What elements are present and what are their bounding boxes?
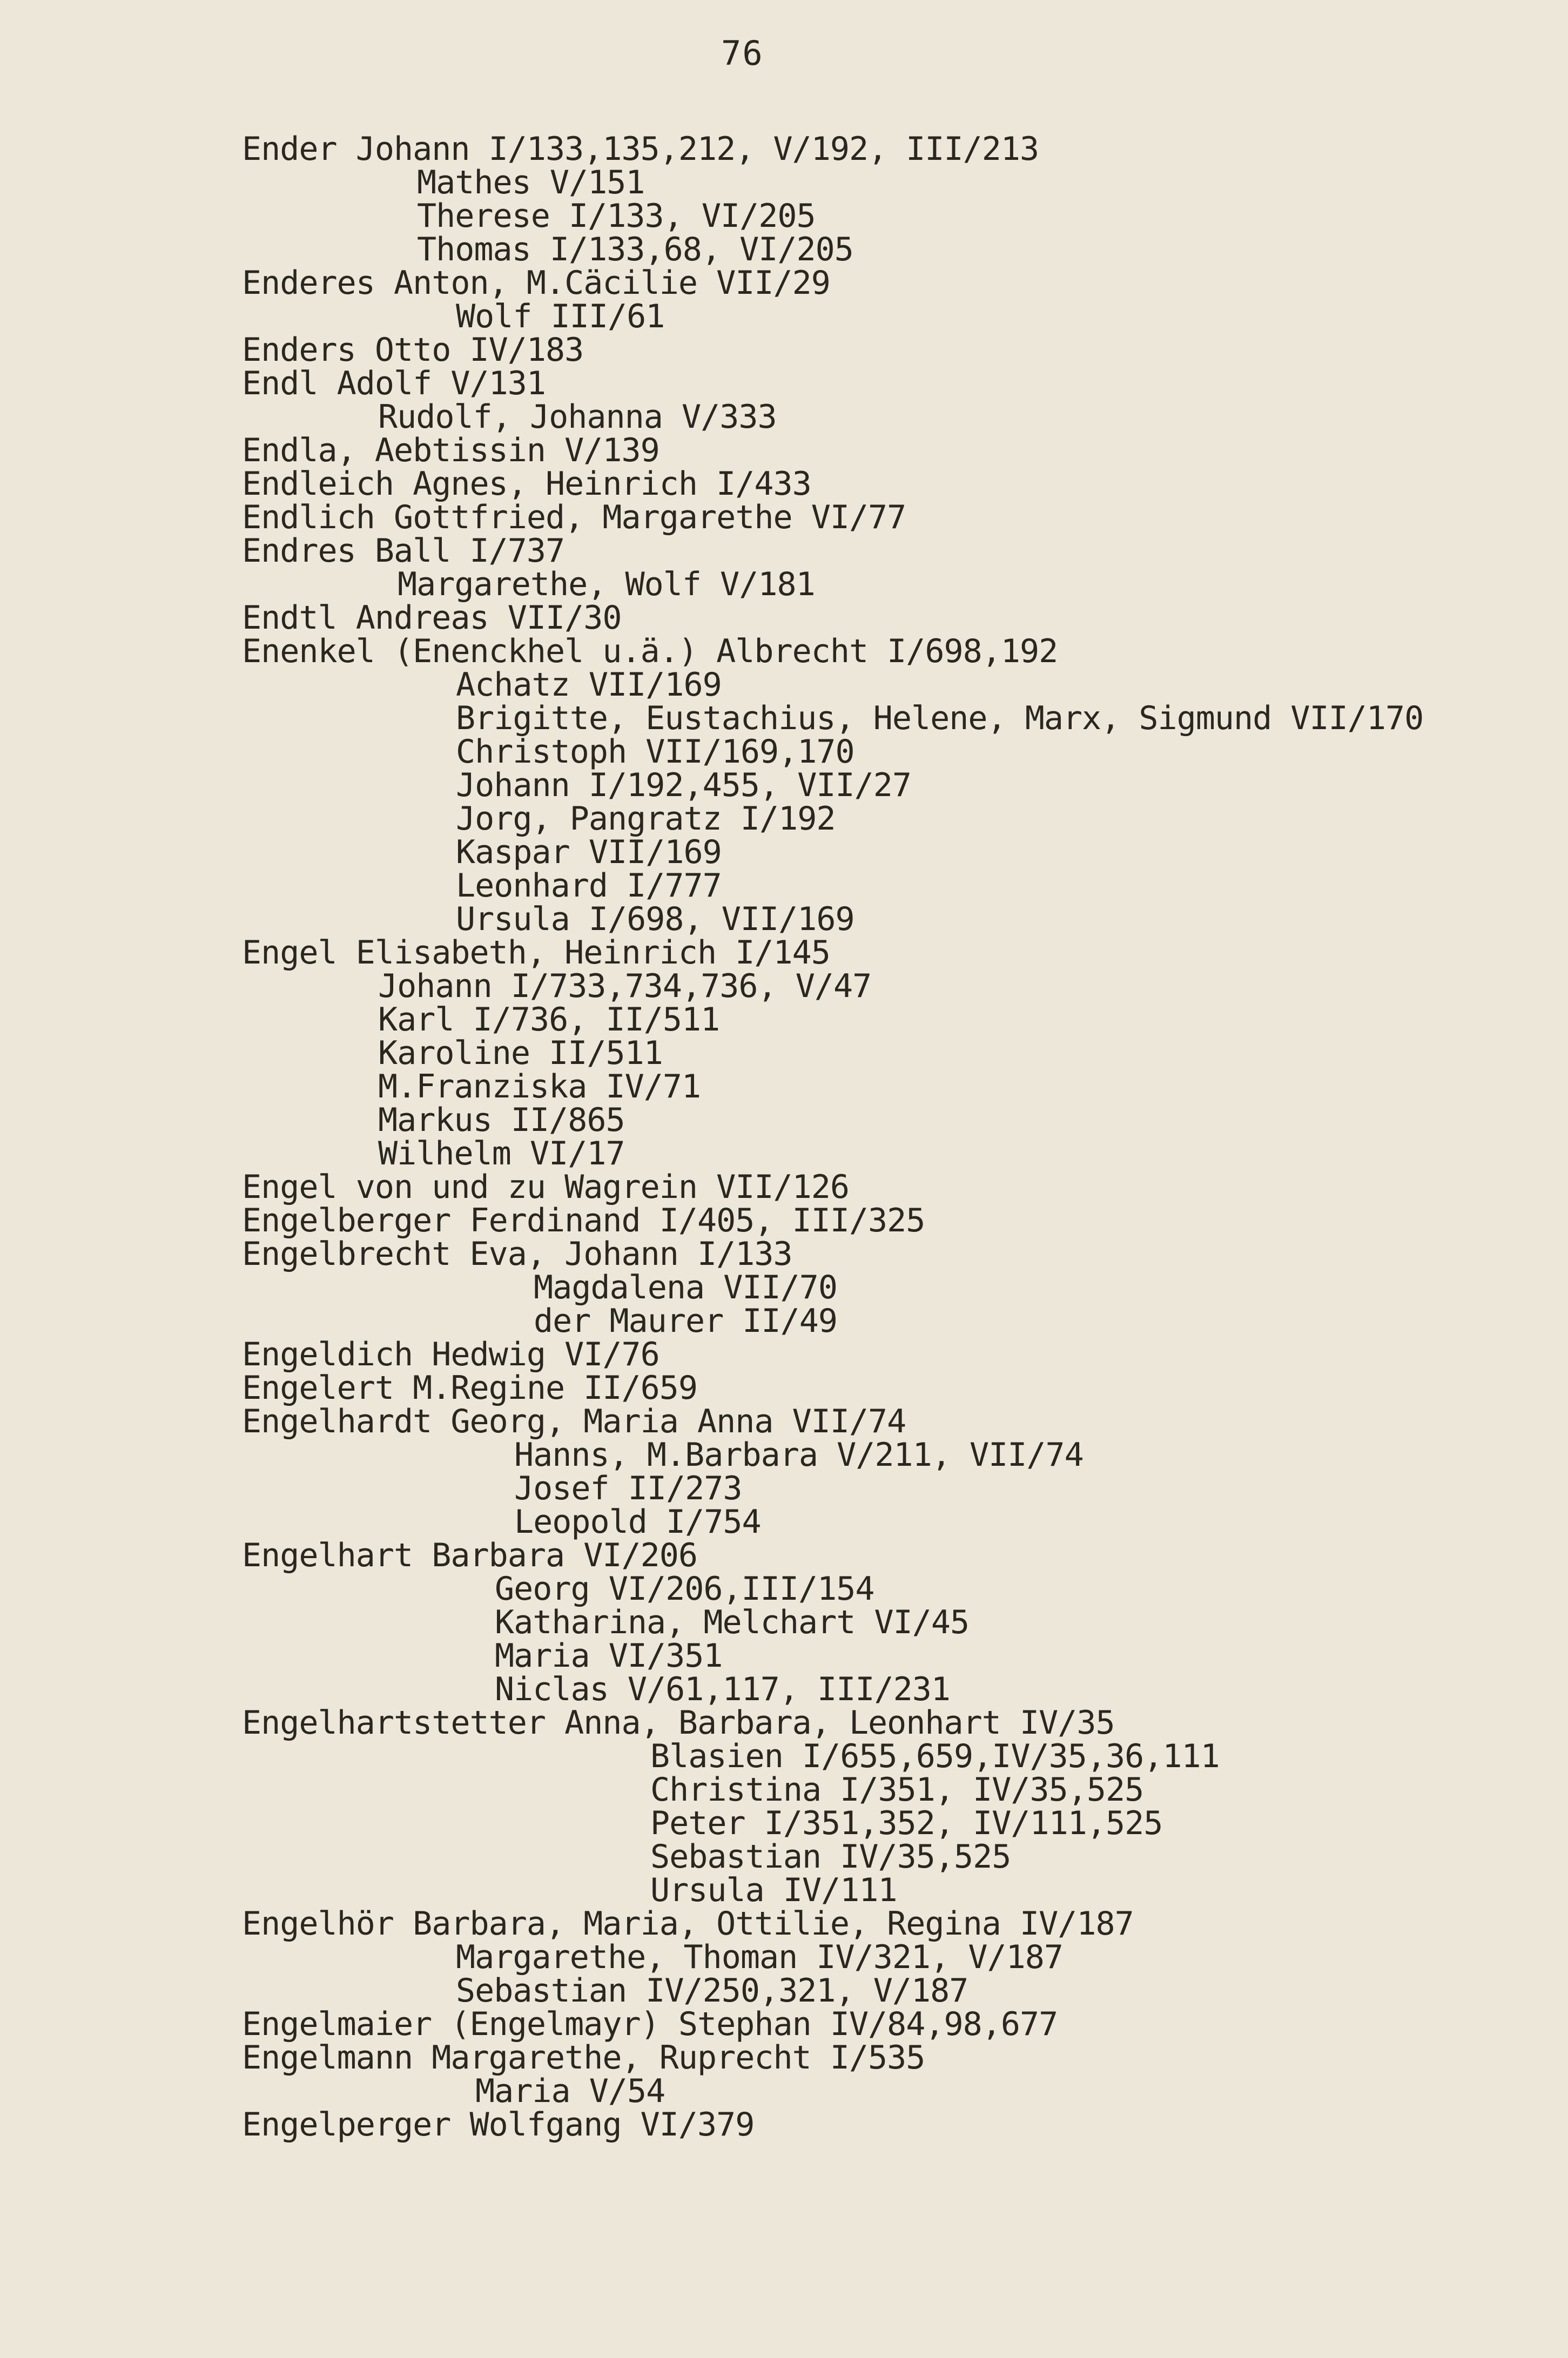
index-subentry: Josef II/273 — [514, 1470, 742, 1507]
index-subentry: Leopold I/754 — [514, 1503, 761, 1541]
index-entry: Engelhardt Georg, Maria Anna VII/74 — [242, 1403, 906, 1440]
index-entry: Engelhart Barbara VI/206 — [242, 1537, 697, 1574]
index-subentry: Sebastian IV/35,525 — [650, 1838, 1011, 1876]
index-subentry: Achatz VII/169 — [456, 666, 722, 704]
page-number: 76 — [721, 33, 764, 73]
index-subentry: Karl I/736, II/511 — [378, 1001, 720, 1039]
index-subentry: Sebastian IV/250,321, V/187 — [456, 1972, 968, 2010]
index-entry: Engelmann Margarethe, Ruprecht I/535 — [242, 2039, 925, 2077]
index-subentry: Margarethe, Wolf V/181 — [398, 565, 815, 603]
index-subentry: Therese I/133, VI/205 — [417, 197, 816, 235]
index-subentry: Ursula IV/111 — [650, 1871, 897, 1909]
index-entry: Enenkel (Enenckhel u.ä.) Albrecht I/698,192 — [242, 632, 1058, 670]
index-subentry: Mathes V/151 — [417, 164, 645, 201]
index-entry: Enders Otto IV/183 — [242, 331, 584, 369]
index-entry: Engel Elisabeth, Heinrich I/145 — [242, 934, 830, 972]
index-subentry: Leonhard I/777 — [456, 867, 722, 905]
index-entry: Endtl Andreas VII/30 — [242, 599, 622, 637]
index-subentry: Christoph VII/169,170 — [456, 733, 854, 771]
index-subentry: Katharina, Melchart VI/45 — [495, 1604, 970, 1641]
index-subentry: Magdalena VII/70 — [534, 1269, 837, 1306]
index-entry: Engelert M.Regine II/659 — [242, 1369, 697, 1407]
index-entry: Endl Adolf V/131 — [242, 365, 546, 402]
index-entry: Enderes Anton, M.Cäcilie VII/29 — [242, 264, 830, 302]
index-subentry: Johann I/192,455, VII/27 — [456, 766, 911, 804]
index-subentry: Margarethe, Thoman IV/321, V/187 — [456, 1938, 1063, 1976]
index-subentry: Brigitte, Eustachius, Helene, Marx, Sigmund VII/170 — [456, 699, 1424, 737]
index-subentry: Thomas I/133,68, VI/205 — [417, 231, 853, 268]
index-subentry: Maria V/54 — [475, 2072, 665, 2110]
index-subentry: Peter I/351,352, IV/111,525 — [650, 1804, 1163, 1842]
index-entry: Endla, Aebtissin V/139 — [242, 432, 659, 469]
index-entry: Engelhartstetter Anna, Barbara, Leonhart IV/35 — [242, 1704, 1115, 1742]
index-subentry: Wilhelm VI/17 — [378, 1135, 625, 1173]
index-subentry: der Maurer II/49 — [534, 1302, 837, 1340]
index-subentry: Ursula I/698, VII/169 — [456, 900, 854, 938]
index-entry: Endres Ball I/737 — [242, 532, 565, 570]
index-subentry: Georg VI/206,III/154 — [495, 1570, 874, 1608]
index-subentry: Niclas V/61,117, III/231 — [495, 1670, 950, 1708]
index-subentry: Wolf III/61 — [456, 298, 665, 335]
index-subentry: Maria VI/351 — [495, 1637, 723, 1675]
index-entry: Engelbrecht Eva, Johann I/133 — [242, 1235, 792, 1273]
index-subentry: Kaspar VII/169 — [456, 833, 722, 871]
index-list — [242, 130, 1549, 2144]
index-entry: Engelperger Wolfgang VI/379 — [242, 2106, 755, 2144]
index-subentry: Blasien I/655,659,IV/35,36,111 — [650, 1737, 1220, 1775]
index-entry: Engeldich Hedwig VI/76 — [242, 1336, 659, 1373]
index-subentry: Christina I/351, IV/35,525 — [650, 1771, 1144, 1809]
index-entry: Engelberger Ferdinand I/405, III/325 — [242, 1202, 925, 1239]
index-entry: Engel von und zu Wagrein VII/126 — [242, 1168, 849, 1206]
index-subentry: M.Franziska IV/71 — [378, 1068, 701, 1106]
index-entry: Engelhör Barbara, Maria, Ottilie, Regina IV/187 — [242, 1905, 1134, 1943]
index-entry: Engelmaier (Engelmayr) Stephan IV/84,98,677 — [242, 2005, 1058, 2043]
index-subentry: Markus II/865 — [378, 1101, 625, 1139]
index-entry: Ender Johann I/133,135,212, V/192, III/213 — [242, 130, 1039, 168]
index-subentry: Johann I/733,734,736, V/47 — [378, 967, 872, 1005]
index-entry: Endleich Agnes, Heinrich I/433 — [242, 465, 811, 503]
index-subentry: Rudolf, Johanna V/333 — [378, 398, 777, 436]
index-subentry: Hanns, M.Barbara V/211, VII/74 — [514, 1436, 1084, 1474]
index-subentry: Karoline II/511 — [378, 1034, 663, 1072]
index-subentry: Jorg, Pangratz I/192 — [456, 800, 836, 838]
index-entry: Endlich Gottfried, Margarethe VI/77 — [242, 498, 906, 536]
